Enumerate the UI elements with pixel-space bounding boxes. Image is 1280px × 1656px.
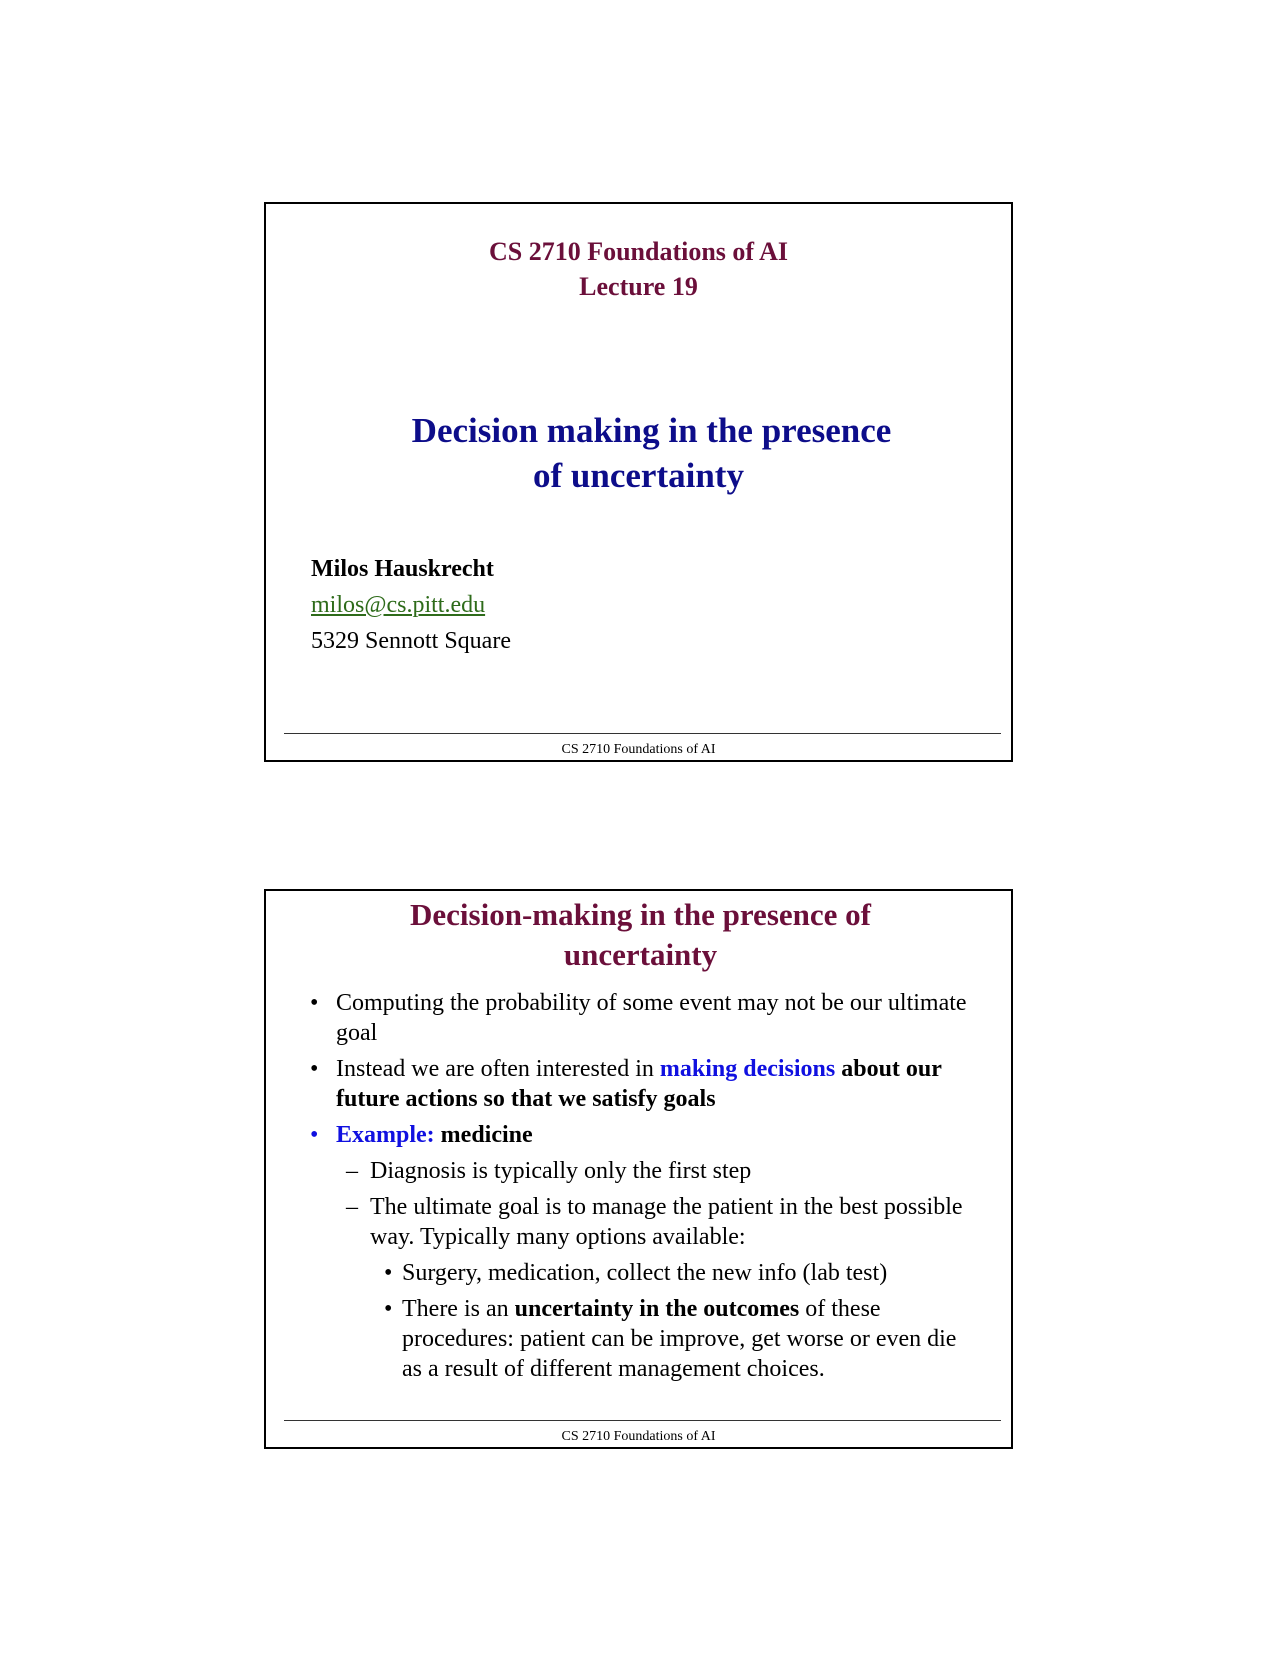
dash-marker: – <box>346 1194 358 1220</box>
title-line-2: of uncertainty <box>533 456 744 495</box>
slide-footer: CS 2710 Foundations of AI <box>561 1429 716 1444</box>
slide-footer: CS 2710 Foundations of AI <box>561 742 716 757</box>
bullet-item <box>308 988 981 1048</box>
sub-bullet-text: Diagnosis is typically only the first step <box>370 1158 752 1184</box>
bullet-item <box>308 1120 981 1150</box>
course-header <box>266 234 1011 304</box>
author-info <box>311 551 511 659</box>
slide-2 <box>264 889 1013 1449</box>
course-title: CS 2710 Foundations of AI <box>488 237 789 266</box>
example-label: Example: <box>336 1122 435 1148</box>
sub-sub-bullet-item <box>308 1258 981 1288</box>
sub-sub-bullet-text-end: of these procedures: patient can be improve, get worse or even die as a result of different management choices. <box>402 1296 957 1382</box>
title-line-1: Decision-making in the presence of <box>410 897 871 932</box>
sub-sub-bullet-text: Surgery, medication, collect the new info (lab test) <box>402 1260 888 1286</box>
bullet-text: Instead we are often interested in <box>336 1056 660 1082</box>
footer-divider <box>284 1420 1001 1421</box>
slide-1 <box>264 202 1013 762</box>
author-name: Milos Hauskrecht <box>311 556 494 582</box>
slide-title <box>266 408 1011 498</box>
slide-body <box>308 988 981 1390</box>
example-text: medicine <box>434 1122 533 1148</box>
title-line-1: Decision making in the presence <box>411 411 892 450</box>
highlight-text: making decisions <box>659 1056 836 1082</box>
sub-sub-bullet-item <box>308 1294 981 1384</box>
bullet-item <box>308 1054 981 1114</box>
sub-bullet-text: The ultimate goal is to manage the patient in the best possible way. Typically many options available: <box>370 1194 963 1250</box>
bullet-marker: • <box>384 1296 393 1322</box>
lecture-number: Lecture 19 <box>579 272 698 301</box>
bullet-marker: • <box>310 990 319 1016</box>
emphasis-text: about our future actions so that we satisfy goals <box>336 1056 942 1112</box>
slide-title <box>266 895 1011 975</box>
sub-bullet-item <box>308 1156 981 1186</box>
footer-divider <box>284 733 1001 734</box>
bullet-marker: • <box>384 1260 393 1286</box>
dash-marker: – <box>346 1158 358 1184</box>
sub-bullet-item <box>308 1192 981 1252</box>
emphasis-text: uncertainty in the outcomes <box>514 1296 800 1322</box>
author-office: 5329 Sennott Square <box>311 628 511 654</box>
bullet-text: Computing the probability of some event may not be our ultimate goal <box>336 990 967 1046</box>
bullet-marker: • <box>310 1056 319 1082</box>
bullet-marker: • <box>310 1122 319 1148</box>
sub-sub-bullet-text: There is an <box>402 1296 515 1322</box>
title-line-2: uncertainty <box>563 937 718 972</box>
author-email-link[interactable]: milos@cs.pitt.edu <box>311 592 486 618</box>
